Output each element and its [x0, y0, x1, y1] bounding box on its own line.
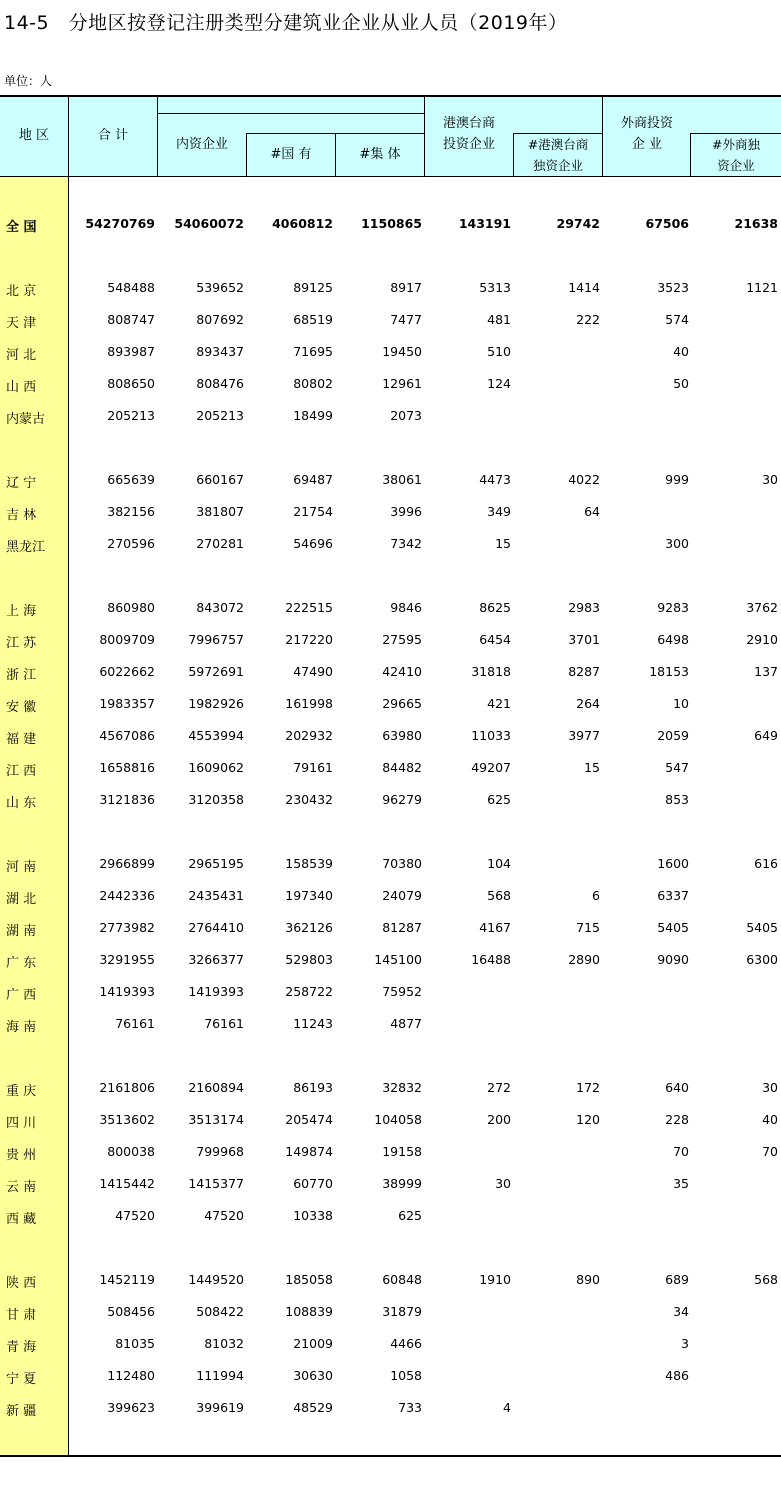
- table-cell: 81287: [382, 920, 422, 935]
- table-cell: 48529: [293, 1400, 333, 1415]
- table-cell: 2965195: [188, 856, 244, 871]
- table-cell: 2966899: [99, 856, 155, 871]
- row-region-label: 辽 宁: [6, 476, 37, 491]
- row-region-label: 青 海: [6, 1340, 37, 1355]
- table-cell: 29665: [382, 696, 422, 711]
- table-cell: 3513174: [188, 1112, 244, 1127]
- table-cell: 349: [487, 504, 511, 519]
- table-cell: 640: [665, 1080, 689, 1095]
- table-cell: 3291955: [99, 952, 155, 967]
- table-cell: 264: [576, 696, 600, 711]
- table-cell: 27595: [382, 632, 422, 647]
- table-cell: 5405: [746, 920, 778, 935]
- table-cell: 4877: [390, 1016, 422, 1031]
- table-cell: 16488: [471, 952, 511, 967]
- table-cell: 49207: [471, 760, 511, 775]
- table-cell: 79161: [293, 760, 333, 775]
- table-cell: 2161806: [99, 1080, 155, 1095]
- table-cell: 1415377: [188, 1176, 244, 1191]
- table-cell: 3266377: [188, 952, 244, 967]
- header-bottom-rule: [0, 176, 781, 177]
- table-cell: 799968: [196, 1144, 244, 1159]
- table-cell: 67506: [645, 216, 689, 231]
- table-cell: 1910: [479, 1272, 511, 1287]
- header-total: 合 计: [97, 128, 129, 143]
- table-cell: 34: [673, 1304, 689, 1319]
- table-cell: 76161: [115, 1016, 155, 1031]
- table-cell: 3: [681, 1336, 689, 1351]
- table-cell: 50: [673, 376, 689, 391]
- row-region-label: 广 东: [6, 956, 37, 971]
- table-cell: 1982926: [188, 696, 244, 711]
- header-top-rule: [0, 95, 781, 97]
- table-cell: 21638: [734, 216, 778, 231]
- table-cell: 9846: [390, 600, 422, 615]
- row-region-label: 新 疆: [6, 1404, 37, 1419]
- table-cell: 10: [673, 696, 689, 711]
- table-cell: 137: [754, 664, 778, 679]
- table-cell: 38999: [382, 1176, 422, 1191]
- table-cell: 70: [673, 1144, 689, 1159]
- table-cell: 1983357: [99, 696, 155, 711]
- table-cell: 362126: [285, 920, 333, 935]
- header-foreign-sole-line2: 资企业: [717, 158, 755, 173]
- table-cell: 76161: [204, 1016, 244, 1031]
- table-cell: 1452119: [99, 1272, 155, 1287]
- table-cell: 4466: [390, 1336, 422, 1351]
- table-cell: 2435431: [188, 888, 244, 903]
- table-cell: 172: [576, 1080, 600, 1095]
- row-region-label: 湖 南: [6, 924, 37, 939]
- row-region-label: 湖 北: [6, 892, 37, 907]
- table-cell: 197340: [285, 888, 333, 903]
- table-cell: 205474: [285, 1112, 333, 1127]
- table-cell: 270281: [196, 536, 244, 551]
- table-cell: 230432: [285, 792, 333, 807]
- page-title: 14-5 分地区按登记注册类型分建筑业企业从业人员（2019年）: [4, 12, 568, 34]
- table-cell: 689: [665, 1272, 689, 1287]
- row-region-label: 北 京: [6, 284, 37, 299]
- table-cell: 4060812: [272, 216, 333, 231]
- table-cell: 625: [487, 792, 511, 807]
- table-cell: 124: [487, 376, 511, 391]
- table-cell: 70380: [382, 856, 422, 871]
- table-cell: 71695: [293, 344, 333, 359]
- table-cell: 893987: [107, 344, 155, 359]
- header-region: 地 区: [18, 128, 50, 143]
- table-cell: 2764410: [188, 920, 244, 935]
- table-cell: 510: [487, 344, 511, 359]
- table-cell: 75952: [382, 984, 422, 999]
- table-cell: 104058: [374, 1112, 422, 1127]
- table-cell: 18153: [649, 664, 689, 679]
- table-cell: 715: [576, 920, 600, 935]
- table-cell: 81032: [204, 1336, 244, 1351]
- row-region-label: 浙 江: [6, 668, 37, 683]
- table-cell: 616: [754, 856, 778, 871]
- row-region-label: 上 海: [6, 604, 37, 619]
- table-cell: 258722: [285, 984, 333, 999]
- table-cell: 8287: [568, 664, 600, 679]
- table-cell: 120: [576, 1112, 600, 1127]
- table-cell: 843072: [196, 600, 244, 615]
- row-region-label: 吉 林: [6, 508, 37, 523]
- table-cell: 486: [665, 1368, 689, 1383]
- table-cell: 69487: [293, 472, 333, 487]
- table-cell: 143191: [458, 216, 511, 231]
- row-region-label: 甘 肃: [6, 1308, 37, 1323]
- table-cell: 3121836: [99, 792, 155, 807]
- header-collective: #集 体: [359, 147, 401, 162]
- table-cell: 529803: [285, 952, 333, 967]
- row-region-label: 福 建: [6, 732, 37, 747]
- table-cell: 1415442: [99, 1176, 155, 1191]
- table-cell: 6300: [746, 952, 778, 967]
- row-region-label: 广 西: [6, 988, 37, 1003]
- table-cell: 2890: [568, 952, 600, 967]
- region-column-band: [0, 176, 68, 1456]
- table-cell: 1600: [657, 856, 689, 871]
- table-cell: 200: [487, 1112, 511, 1127]
- header-state-owned: #国 有: [270, 147, 312, 162]
- table-cell: 158539: [285, 856, 333, 871]
- table-cell: 649: [754, 728, 778, 743]
- table-cell: 2442336: [99, 888, 155, 903]
- table-cell: 7342: [390, 536, 422, 551]
- table-cell: 89125: [293, 280, 333, 295]
- table-cell: 40: [673, 344, 689, 359]
- table-cell: 270596: [107, 536, 155, 551]
- header-domestic: 内资企业: [175, 137, 228, 152]
- table-bottom-rule: [0, 1455, 781, 1457]
- table-cell: 11243: [293, 1016, 333, 1031]
- table-cell: 2059: [657, 728, 689, 743]
- table-cell: 3523: [657, 280, 689, 295]
- table-cell: 19158: [382, 1144, 422, 1159]
- table-cell: 5972691: [188, 664, 244, 679]
- table-cell: 8009709: [99, 632, 155, 647]
- header-hmt-line1: 港澳台商: [442, 116, 495, 131]
- table-cell: 5405: [657, 920, 689, 935]
- table-cell: 8625: [479, 600, 511, 615]
- table-cell: 574: [665, 312, 689, 327]
- table-cell: 800038: [107, 1144, 155, 1159]
- table-cell: 21009: [293, 1336, 333, 1351]
- row-region-label: 贵 州: [6, 1148, 37, 1163]
- table-cell: 4567086: [99, 728, 155, 743]
- table-cell: 548488: [107, 280, 155, 295]
- row-region-label: 重 庆: [6, 1084, 37, 1099]
- table-cell: 382156: [107, 504, 155, 519]
- table-cell: 399619: [196, 1400, 244, 1415]
- table-cell: 7477: [390, 312, 422, 327]
- table-cell: 508456: [107, 1304, 155, 1319]
- row-region-label: 内蒙古: [6, 412, 46, 427]
- table-cell: 228: [665, 1112, 689, 1127]
- header-foreign-line2: 企 业: [631, 137, 663, 152]
- table-cell: 272: [487, 1080, 511, 1095]
- table-cell: 4022: [568, 472, 600, 487]
- table-cell: 12961: [382, 376, 422, 391]
- table-cell: 217220: [285, 632, 333, 647]
- table-cell: 205213: [196, 408, 244, 423]
- table-cell: 96279: [382, 792, 422, 807]
- table-cell: 660167: [196, 472, 244, 487]
- table-cell: 81035: [115, 1336, 155, 1351]
- table-cell: 7996757: [188, 632, 244, 647]
- table-cell: 2773982: [99, 920, 155, 935]
- row-region-label: 安 徽: [6, 700, 37, 715]
- table-cell: 24079: [382, 888, 422, 903]
- table-cell: 6337: [657, 888, 689, 903]
- table-cell: 185058: [285, 1272, 333, 1287]
- table-cell: 808476: [196, 376, 244, 391]
- table-cell: 31818: [471, 664, 511, 679]
- table-cell: 4: [503, 1400, 511, 1415]
- header-mid-rule-4: [157, 113, 425, 114]
- table-cell: 222: [576, 312, 600, 327]
- table-cell: 70: [762, 1144, 778, 1159]
- table-cell: 421: [487, 696, 511, 711]
- table-cell: 381807: [196, 504, 244, 519]
- header-hmt-line2: 投资企业: [442, 137, 495, 152]
- table-cell: 6498: [657, 632, 689, 647]
- table-cell: 104: [487, 856, 511, 871]
- row-region-label: 海 南: [6, 1020, 37, 1035]
- table-cell: 15: [495, 536, 511, 551]
- table-cell: 6454: [479, 632, 511, 647]
- table-cell: 808747: [107, 312, 155, 327]
- table-cell: 665639: [107, 472, 155, 487]
- table-cell: 2983: [568, 600, 600, 615]
- table-cell: 222515: [285, 600, 333, 615]
- table-cell: 15: [584, 760, 600, 775]
- table-cell: 1121: [746, 280, 778, 295]
- table-cell: 1419393: [99, 984, 155, 999]
- table-cell: 9090: [657, 952, 689, 967]
- table-cell: 205213: [107, 408, 155, 423]
- table-cell: 4553994: [188, 728, 244, 743]
- table-cell: 29742: [556, 216, 600, 231]
- table-cell: 733: [398, 1400, 422, 1415]
- table-cell: 54270769: [85, 216, 155, 231]
- table-cell: 3762: [746, 600, 778, 615]
- table-cell: 86193: [293, 1080, 333, 1095]
- table-cell: 1150865: [361, 216, 422, 231]
- table-cell: 21754: [293, 504, 333, 519]
- row-region-label: 江 苏: [6, 636, 37, 651]
- table-cell: 568: [487, 888, 511, 903]
- table-cell: 54060072: [174, 216, 244, 231]
- table-cell: 481: [487, 312, 511, 327]
- table-cell: 11033: [471, 728, 511, 743]
- table-cell: 60770: [293, 1176, 333, 1191]
- table-cell: 807692: [196, 312, 244, 327]
- table-cell: 539652: [196, 280, 244, 295]
- table-cell: 30: [762, 1080, 778, 1095]
- row-region-label: 陕 西: [6, 1276, 37, 1291]
- table-cell: 893437: [196, 344, 244, 359]
- table-cell: 625: [398, 1208, 422, 1223]
- header-hmt-sole-line2: 独资企业: [532, 158, 583, 173]
- table-cell: 508422: [196, 1304, 244, 1319]
- row-region-label: 河 北: [6, 348, 37, 363]
- table-cell: 68519: [293, 312, 333, 327]
- table-cell: 161998: [285, 696, 333, 711]
- table-cell: 111994: [196, 1368, 244, 1383]
- table-cell: 6: [592, 888, 600, 903]
- table-cell: 64: [584, 504, 600, 519]
- table-cell: 1419393: [188, 984, 244, 999]
- table-cell: 3977: [568, 728, 600, 743]
- row-region-label: 山 西: [6, 380, 37, 395]
- row-region-label: 天 津: [6, 316, 37, 331]
- table-cell: 32832: [382, 1080, 422, 1095]
- table-cell: 47520: [115, 1208, 155, 1223]
- table-cell: 5313: [479, 280, 511, 295]
- table-cell: 84482: [382, 760, 422, 775]
- table-cell: 145100: [374, 952, 422, 967]
- row-region-label: 宁 夏: [6, 1372, 37, 1387]
- table-cell: 808650: [107, 376, 155, 391]
- col-divider: [68, 96, 69, 1456]
- row-region-label: 山 东: [6, 796, 37, 811]
- table-cell: 19450: [382, 344, 422, 359]
- table-cell: 108839: [285, 1304, 333, 1319]
- row-region-label: 全 国: [6, 220, 37, 235]
- table-cell: 60848: [382, 1272, 422, 1287]
- table-cell: 3120358: [188, 792, 244, 807]
- table-cell: 30: [495, 1176, 511, 1191]
- table-cell: 38061: [382, 472, 422, 487]
- table-cell: 30: [762, 472, 778, 487]
- table-cell: 568: [754, 1272, 778, 1287]
- row-region-label: 河 南: [6, 860, 37, 875]
- unit-label: 单位：人: [4, 74, 53, 88]
- table-cell: 8917: [390, 280, 422, 295]
- table-cell: 3996: [390, 504, 422, 519]
- table-cell: 1449520: [188, 1272, 244, 1287]
- table-cell: 3513602: [99, 1112, 155, 1127]
- table-cell: 18499: [293, 408, 333, 423]
- table-cell: 202932: [285, 728, 333, 743]
- row-region-label: 云 南: [6, 1180, 37, 1195]
- table-cell: 47520: [204, 1208, 244, 1223]
- table-cell: 2910: [746, 632, 778, 647]
- table-cell: 1058: [390, 1368, 422, 1383]
- table-cell: 2073: [390, 408, 422, 423]
- table-cell: 30630: [293, 1368, 333, 1383]
- table-cell: 149874: [285, 1144, 333, 1159]
- table-cell: 999: [665, 472, 689, 487]
- table-cell: 853: [665, 792, 689, 807]
- table-cell: 3701: [568, 632, 600, 647]
- table-cell: 300: [665, 536, 689, 551]
- table-cell: 63980: [382, 728, 422, 743]
- header-foreign-line1: 外商投资: [620, 116, 673, 131]
- row-region-label: 四 川: [6, 1116, 37, 1131]
- row-region-label: 西 藏: [6, 1212, 37, 1227]
- table-cell: 399623: [107, 1400, 155, 1415]
- table-cell: 35: [673, 1176, 689, 1191]
- table-cell: 80802: [293, 376, 333, 391]
- table-cell: 112480: [107, 1368, 155, 1383]
- table-cell: 4167: [479, 920, 511, 935]
- table-cell: 40: [762, 1112, 778, 1127]
- table-cell: 42410: [382, 664, 422, 679]
- table-cell: 47490: [293, 664, 333, 679]
- table-cell: 2160894: [188, 1080, 244, 1095]
- table-cell: 1414: [568, 280, 600, 295]
- table-cell: 4473: [479, 472, 511, 487]
- table-cell: 54696: [293, 536, 333, 551]
- header-foreign-sole-line1: #外商独: [712, 137, 760, 152]
- table-cell: 860980: [107, 600, 155, 615]
- row-region-label: 江 西: [6, 764, 37, 779]
- table-cell: 9283: [657, 600, 689, 615]
- table-cell: 6022662: [99, 664, 155, 679]
- table-cell: 1609062: [188, 760, 244, 775]
- row-region-label: 黑龙江: [6, 540, 46, 555]
- table-cell: 890: [576, 1272, 600, 1287]
- header-hmt-sole-line1: #港澳台商: [527, 137, 589, 152]
- table-cell: 1658816: [99, 760, 155, 775]
- table-cell: 31879: [382, 1304, 422, 1319]
- table-cell: 10338: [293, 1208, 333, 1223]
- table-cell: 547: [665, 760, 689, 775]
